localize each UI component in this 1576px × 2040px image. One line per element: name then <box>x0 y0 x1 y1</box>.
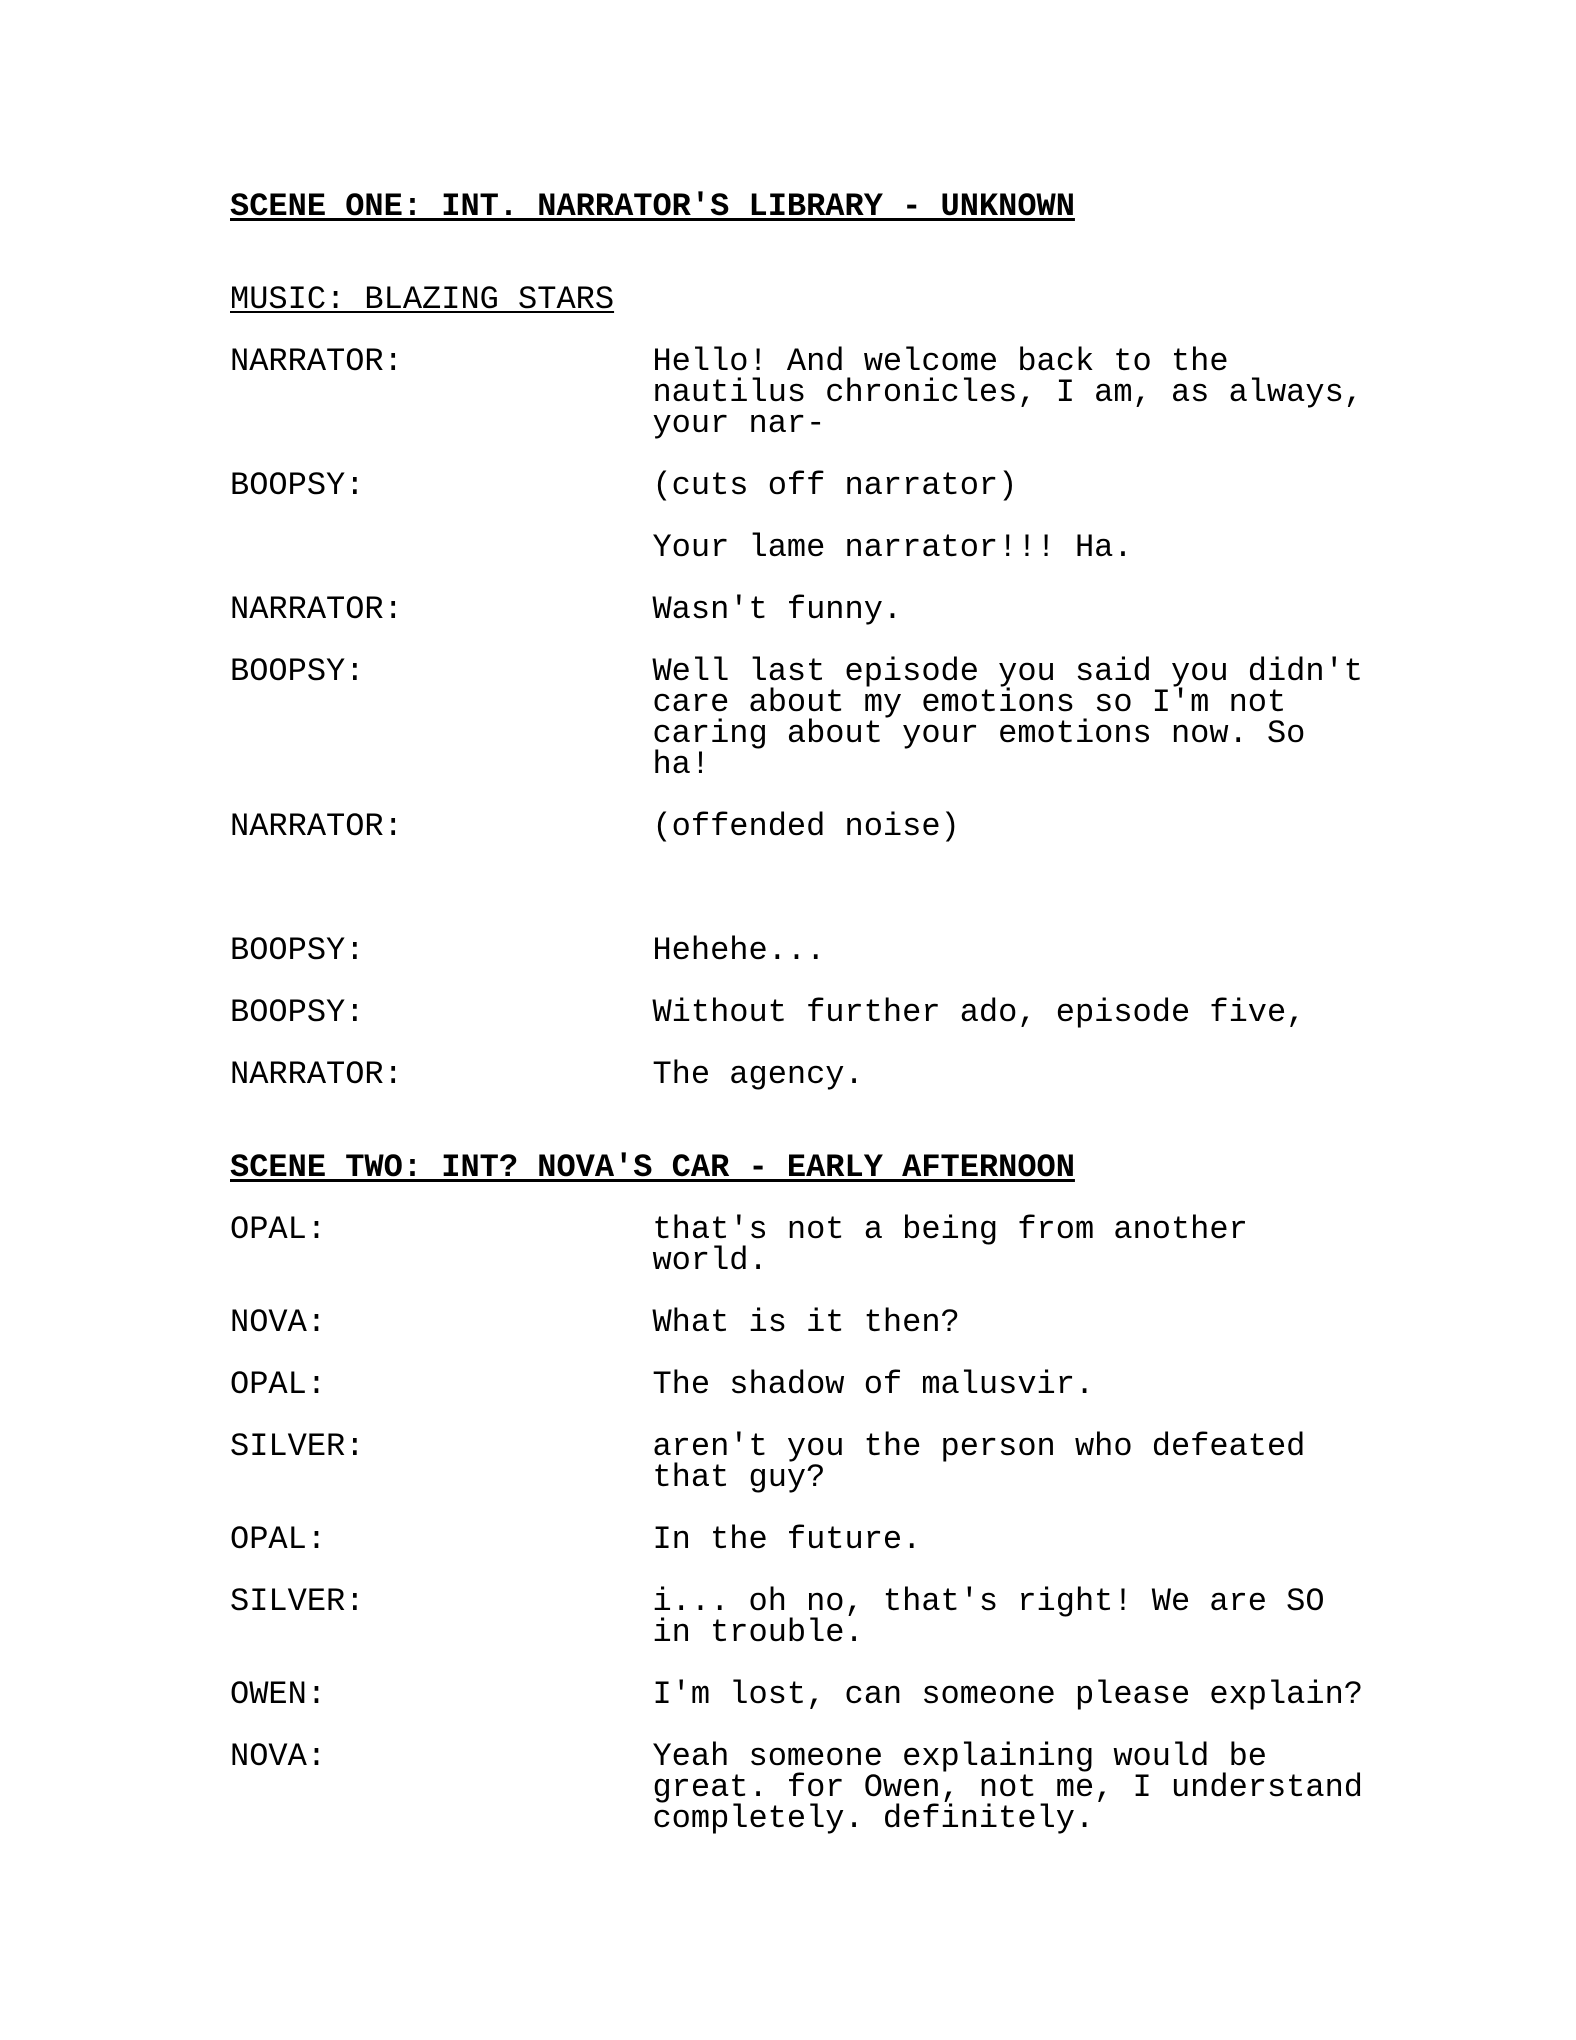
dialogue-text: Hello! And welcome back to the nautilus chronicles, I am, as always, your nar- <box>652 343 1363 442</box>
dialogue-text: that's not a being from another world. <box>652 1211 1248 1279</box>
music-cue <box>230 281 1516 318</box>
dialogue-row <box>230 808 1516 845</box>
speaker-name: OPAL: <box>230 1521 327 1558</box>
dialogue-text: Your lame narrator!!! Ha. <box>652 529 1133 566</box>
speaker-name: OPAL: <box>230 1366 327 1403</box>
speaker-name: BOOPSY: <box>230 932 365 969</box>
dialogue-row <box>230 529 1516 566</box>
dialogue-row <box>230 1211 1516 1279</box>
speaker-name: OWEN: <box>230 1676 327 1713</box>
dialogue-row <box>230 994 1516 1031</box>
dialogue-text: (offended noise) <box>652 808 960 845</box>
scene-heading <box>230 1149 1516 1186</box>
speaker-name: NOVA: <box>230 1738 327 1775</box>
dialogue-text: In the future. <box>652 1521 922 1558</box>
speaker-name: OPAL: <box>230 1211 327 1248</box>
speaker-name: NOVA: <box>230 1304 327 1341</box>
scene-heading <box>230 188 1516 225</box>
dialogue-row <box>230 1583 1516 1651</box>
dialogue-row <box>230 591 1516 628</box>
dialogue-text: Without further ado, episode five, <box>652 994 1306 1031</box>
dialogue-text: The agency. <box>652 1056 864 1093</box>
dialogue-row <box>230 1738 1516 1837</box>
scene-heading-text: SCENE ONE: INT. NARRATOR'S LIBRARY - UNKNOWN <box>230 188 1075 225</box>
dialogue-text: aren't you the person who defeated that guy? <box>652 1428 1306 1496</box>
dialogue-row <box>230 1521 1516 1558</box>
dialogue-text: Hehehe... <box>652 932 826 969</box>
dialogue-row <box>230 467 1516 504</box>
speaker-name: NARRATOR: <box>230 343 403 380</box>
dialogue-row <box>230 1366 1516 1403</box>
dialogue-row <box>230 1304 1516 1341</box>
speaker-name: NARRATOR: <box>230 591 403 628</box>
music-cue-text: MUSIC: BLAZING STARS <box>230 281 615 318</box>
dialogue-text: Yeah someone explaining would be great. for Owen, not me, I understand completely. definitely. <box>652 1738 1363 1837</box>
dialogue-row <box>230 932 1516 969</box>
dialogue-text: (cuts off narrator) <box>652 467 1018 504</box>
speaker-name: NARRATOR: <box>230 1056 403 1093</box>
dialogue-row <box>230 1676 1516 1713</box>
speaker-name: NARRATOR: <box>230 808 403 845</box>
speaker-name: SILVER: <box>230 1583 365 1620</box>
dialogue-row <box>230 1056 1516 1093</box>
dialogue-text: Wasn't funny. <box>652 591 903 628</box>
dialogue-text: i... oh no, that's right! We are SO in trouble. <box>652 1583 1325 1651</box>
dialogue-row <box>230 1428 1516 1496</box>
dialogue-text: Well last episode you said you didn't care about my emotions so I'm not caring about your emotions now. So ha! <box>652 653 1363 783</box>
speaker-name: BOOPSY: <box>230 994 365 1031</box>
dialogue-text: The shadow of malusvir. <box>652 1366 1095 1403</box>
speaker-name: BOOPSY: <box>230 653 365 690</box>
dialogue-text: I'm lost, can someone please explain? <box>652 1676 1363 1713</box>
speaker-name: SILVER: <box>230 1428 365 1465</box>
dialogue-text: What is it then? <box>652 1304 960 1341</box>
scene-heading-text: SCENE TWO: INT? NOVA'S CAR - EARLY AFTERNOON <box>230 1149 1075 1186</box>
dialogue-row <box>230 343 1516 442</box>
dialogue-row <box>230 653 1516 783</box>
speaker-name: BOOPSY: <box>230 467 365 504</box>
